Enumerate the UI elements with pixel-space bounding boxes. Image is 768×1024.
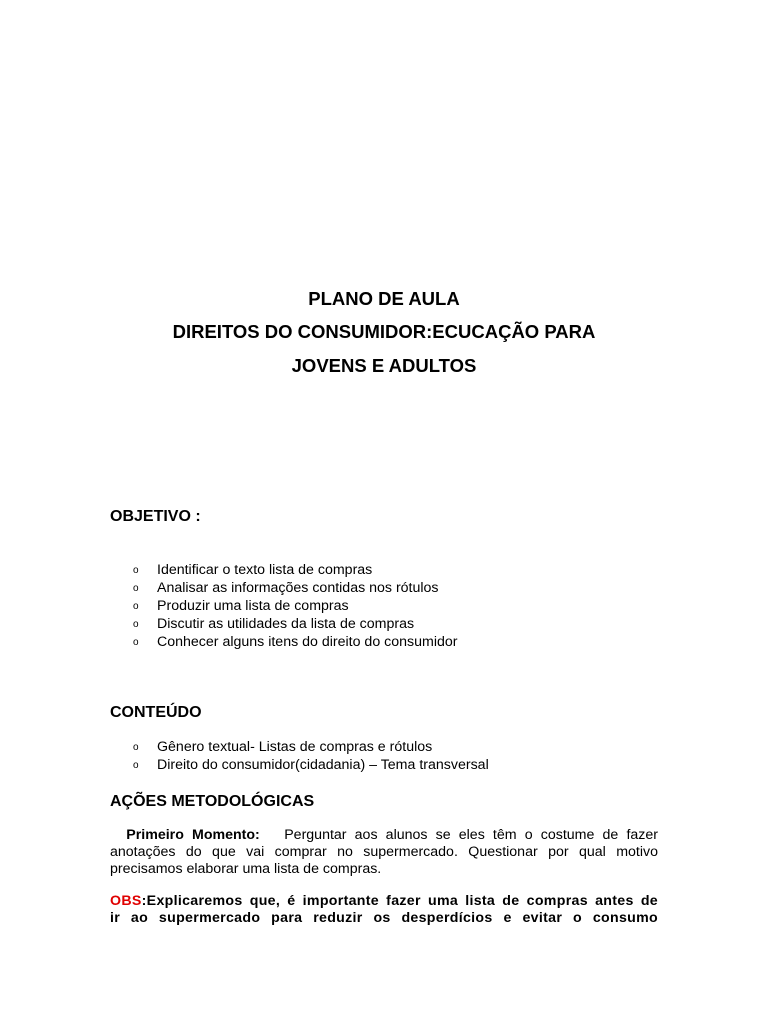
paragraph-line bbox=[110, 893, 658, 910]
primeiro-momento-label: Primeiro Momento: bbox=[126, 827, 260, 843]
list-item bbox=[0, 561, 457, 579]
document-subtitle-line-1: DIREITOS DO CONSUMIDOR:ECUCAÇÃO PARA bbox=[172, 321, 596, 342]
list-item bbox=[0, 579, 457, 597]
list-item bbox=[0, 597, 457, 615]
acoes-heading: AÇÕES METODOLÓGICAS bbox=[110, 793, 315, 810]
paragraph-line: precisamos elaborar uma lista de compras. bbox=[110, 861, 382, 877]
document-subtitle-line-2: JOVENS E ADULTOS bbox=[291, 355, 477, 376]
list-item bbox=[0, 615, 457, 633]
list-item bbox=[0, 756, 489, 774]
obs-label: OBS bbox=[110, 893, 142, 909]
obs-paragraph bbox=[110, 893, 658, 927]
bullet-icon: o bbox=[133, 565, 139, 576]
objetivo-heading: OBJETIVO : bbox=[110, 508, 201, 525]
list-item-text: Gênero textual- Listas de compras e rótulos bbox=[157, 739, 433, 755]
document-title: PLANO DE AULA bbox=[308, 288, 460, 309]
bullet-icon: o bbox=[133, 637, 139, 648]
paragraph-line bbox=[110, 827, 658, 844]
list-item bbox=[0, 738, 489, 756]
list-item-text: Direito do consumidor(cidadania) – Tema transversal bbox=[157, 757, 489, 773]
bullet-icon: o bbox=[133, 583, 139, 594]
objetivo-list bbox=[0, 561, 457, 651]
list-item-text: Discutir as utilidades da lista de compras bbox=[157, 616, 415, 632]
paragraph-line: ir ao supermercado para reduzir os desperdícios e evitar o consumo bbox=[110, 910, 658, 926]
list-item-text: Produzir uma lista de compras bbox=[157, 598, 349, 614]
list-item-text: Identificar o texto lista de compras bbox=[157, 562, 373, 578]
bullet-icon: o bbox=[133, 742, 139, 753]
bullet-icon: o bbox=[133, 619, 139, 630]
paragraph-text: :Explicaremos que, é importante fazer uma lista de compras antes de bbox=[141, 893, 658, 909]
conteudo-list bbox=[0, 738, 489, 774]
bullet-icon: o bbox=[133, 601, 139, 612]
paragraph-line: anotações do que vai comprar no supermercado. Questionar por qual motivo bbox=[110, 844, 658, 860]
primeiro-momento-paragraph bbox=[110, 827, 658, 878]
paragraph-text: Perguntar aos alunos se eles têm o costume de fazer bbox=[284, 827, 658, 843]
list-item-text: Conhecer alguns itens do direito do consumidor bbox=[157, 634, 458, 650]
list-item-text: Analisar as informações contidas nos rótulos bbox=[157, 580, 439, 596]
conteudo-heading: CONTEÚDO bbox=[110, 704, 202, 721]
bullet-icon: o bbox=[133, 760, 139, 771]
list-item bbox=[0, 633, 457, 651]
